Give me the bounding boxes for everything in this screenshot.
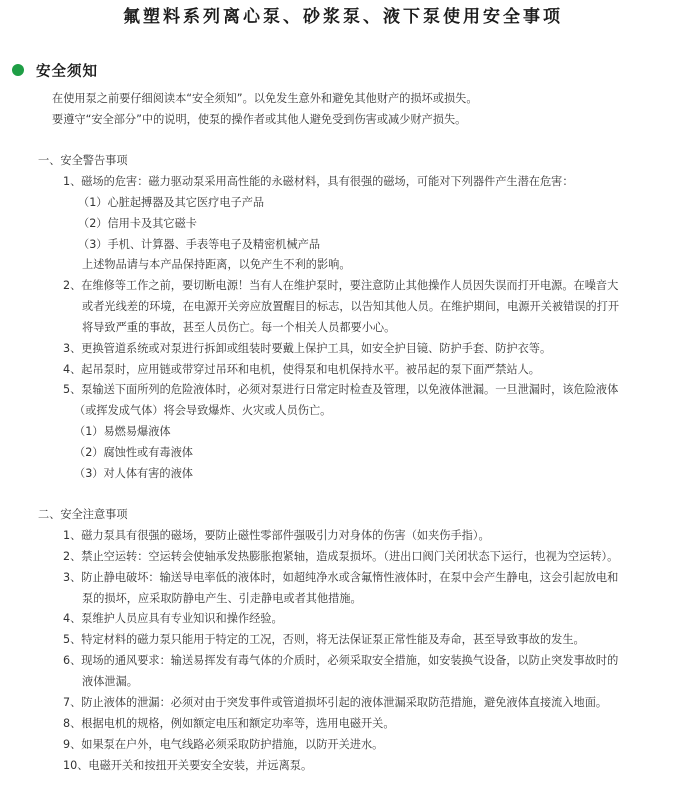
caution-item: 9、如果泵在户外，电气线路必须采取防护措施，以防开关进水。 <box>63 738 384 751</box>
caution-item: 7、防止液体的泄漏：必须对由于突发事件或管道损坏引起的液体泄漏采取防范措施，避免液体直接流入地面。 <box>63 696 608 709</box>
page-title: 氟塑料系列离心泵、砂浆泵、液下泵使用安全事项 <box>123 7 563 27</box>
caution-item: 8、根据电机的规格，例如额定电压和额定功率等，选用电磁开关。 <box>63 717 395 730</box>
caution-item: 2、禁止空运转：空运转会使轴承发热膨胀抱紧轴，造成泵损坏。（进出口阀门关闭状态下运行，也视为空运转）。 <box>63 550 619 563</box>
warning-item-cont: （或挥发成气体）将会导致爆炸、火灾或人员伤亡。 <box>74 404 332 417</box>
warning-subitem: （2）信用卡及其它磁卡 <box>78 217 197 230</box>
caution-item: 3、防止静电破坏：输送导电率低的液体时，如超纯净水或含氟惰性液体时，在泵中会产生静电，这会引起放电和 <box>63 571 619 584</box>
warning-item: 2、在维修等工作之前，要切断电源！当有人在维护泵时，要注意防止其他操作人员因失误而打开电源。在噪音大 <box>63 279 619 292</box>
warning-subitem: （1）易燃易爆液体 <box>74 425 171 438</box>
section-title: 安全须知 <box>36 63 98 80</box>
warnings-heading: 一、安全警告事项 <box>38 154 128 167</box>
warning-subitem: （1）心脏起搏器及其它医疗电子产品 <box>78 196 265 209</box>
caution-item-cont: 泵的损坏，应采取防静电产生、引走静电或者其他措施。 <box>82 592 362 605</box>
caution-item: 10、电磁开关和按扭开关要安全安装，并远离泵。 <box>63 759 313 772</box>
warning-note: 上述物品请与本产品保持距离，以免产生不利的影响。 <box>82 258 351 271</box>
section-header <box>12 60 98 80</box>
caution-item: 5、特定材料的磁力泵只能用于特定的工况，否则，将无法保证泵正常性能及寿命，甚至导致事故的发生。 <box>63 633 585 646</box>
warning-subitem: （3）手机、计算器、手表等电子及精密机械产品 <box>78 238 321 251</box>
intro-line: 要遵守“安全部分”中的说明，使泵的操作者或其他人避免受到伤害或减少财产损失。 <box>52 113 467 126</box>
warning-item: 4、起吊泵时，应用链或带穿过吊环和电机，使得泵和电机保持水平。被吊起的泵下面严禁站人。 <box>63 363 540 376</box>
warning-item-cont: 将导致严重的事故，甚至人员伤亡。每一个相关人员都要小心。 <box>82 321 396 334</box>
caution-item: 1、磁力泵具有很强的磁场，要防止磁性零部件强吸引力对身体的伤害（如夹伤手指）。 <box>63 529 490 542</box>
warning-item: 3、更换管道系统或对泵进行拆卸或组装时要戴上保护工具，如安全护目镜、防护手套、防护衣等。 <box>63 342 552 355</box>
caution-item: 4、泵维护人员应具有专业知识和操作经验。 <box>63 612 283 625</box>
warning-subitem: （2）腐蚀性或有毒液体 <box>74 446 193 459</box>
intro-line: 在使用泵之前要仔细阅读本“安全须知”。以免发生意外和避免其他财产的损坏或损失。 <box>52 92 478 105</box>
warning-item: 5、泵输送下面所列的危险液体时，必须对泵进行日常定时检查及管理，以免液体泄漏。一旦泄漏时，该危险液体 <box>63 383 619 396</box>
caution-item-cont: 液体泄漏。 <box>82 675 138 688</box>
green-dot-icon <box>12 64 24 76</box>
cautions-heading: 二、安全注意事项 <box>38 508 128 521</box>
warning-item-cont: 或者光线差的环境，在电源开关旁应放置醒目的标志，以告知其他人员。在维护期间，电源开关被错误的打开 <box>82 300 620 313</box>
warning-subitem: （3）对人体有害的液体 <box>74 467 193 480</box>
caution-item: 6、现场的通风要求：输送易挥发有毒气体的介质时，必须采取安全措施，如安装换气设备，以防止突发事故时的 <box>63 654 619 667</box>
warning-item: 1、磁场的危害：磁力驱动泵采用高性能的永磁材料，具有很强的磁场，可能对下列器件产生潜在危害： <box>63 175 574 188</box>
